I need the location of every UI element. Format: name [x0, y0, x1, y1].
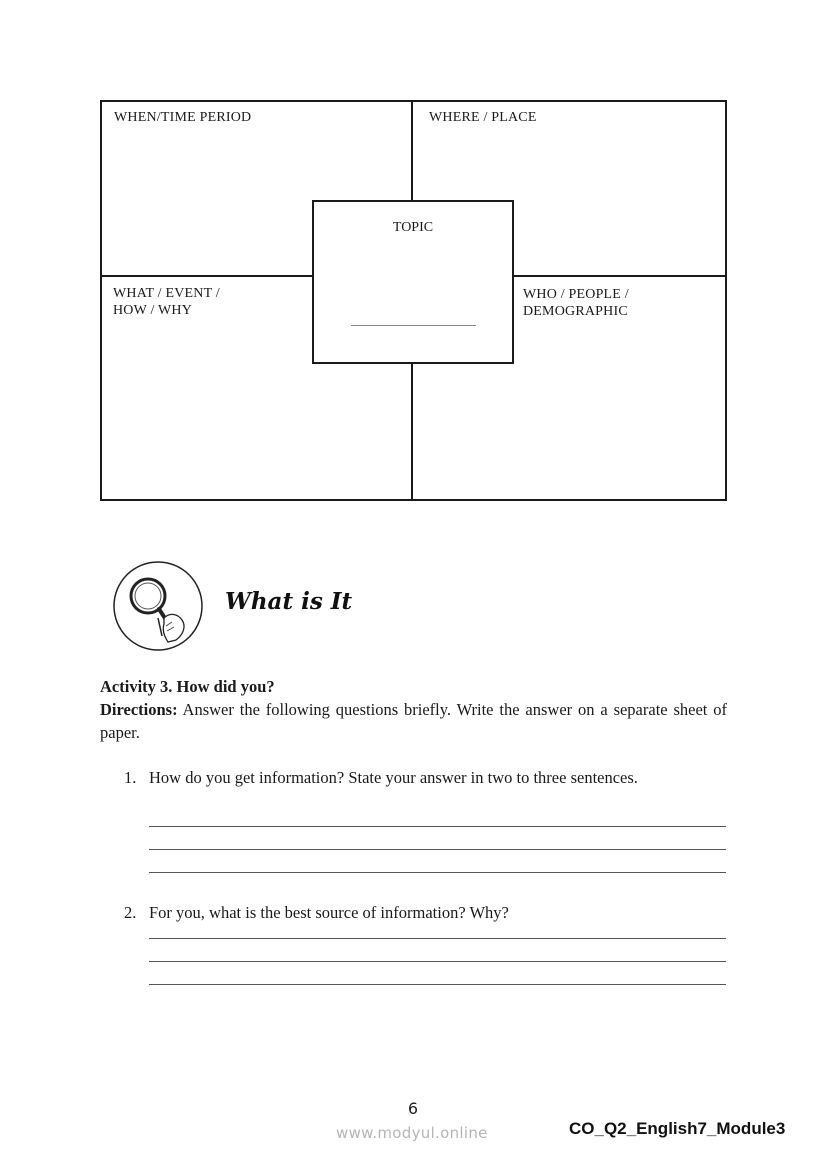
- answer-line[interactable]: [149, 984, 726, 985]
- question-1-text: How do you get information? State your answer in two to three sentences.: [149, 768, 638, 787]
- where-cell-label: WHERE / PLACE: [429, 110, 537, 125]
- vertical-divider-bottom: [411, 362, 413, 501]
- directions-label: Directions:: [100, 700, 178, 719]
- question-2: [124, 901, 727, 924]
- answer-line[interactable]: [149, 961, 726, 962]
- topic-blank-line[interactable]: [351, 325, 476, 326]
- module-code: CO_Q2_English7_Module3: [569, 1119, 786, 1138]
- who-cell-label-line2: DEMOGRAPHIC: [523, 304, 628, 319]
- who-cell-label-line1: WHO / PEOPLE /: [523, 287, 629, 302]
- watermark: www.modyul.online: [336, 1124, 488, 1142]
- topic-box: [312, 200, 514, 364]
- answer-line[interactable]: [149, 938, 726, 939]
- organizer-border-right: [725, 100, 727, 501]
- topic-label: TOPIC: [392, 220, 434, 235]
- when-cell-label: WHEN/TIME PERIOD: [114, 110, 252, 125]
- what-cell-label: [113, 285, 220, 319]
- what-cell-label-line2: HOW / WHY: [113, 303, 193, 318]
- page-number: 6: [407, 1099, 419, 1118]
- organizer-border-bottom: [100, 499, 727, 501]
- answer-line[interactable]: [149, 872, 726, 873]
- horizontal-divider-left: [100, 275, 312, 277]
- organizer-border-top: [100, 100, 727, 102]
- directions-text: Answer the following questions briefly. Write the answer on a separate sheet of paper.: [100, 700, 727, 742]
- horizontal-divider-right: [512, 275, 727, 277]
- question-1: [124, 766, 727, 789]
- directions: [100, 698, 727, 744]
- question-2-text: For you, what is the best source of information? Why?: [149, 903, 509, 922]
- section-title: What is It: [225, 588, 353, 615]
- answer-line[interactable]: [149, 826, 726, 827]
- organizer-border-left: [100, 100, 102, 501]
- vertical-divider-top: [411, 100, 413, 200]
- magnifying-glass-icon: [112, 560, 204, 652]
- question-1-number: 1.: [124, 768, 137, 787]
- activity-title: Activity 3. How did you?: [100, 677, 275, 696]
- who-cell-label: [523, 286, 629, 320]
- what-cell-label-line1: WHAT / EVENT /: [113, 286, 220, 301]
- question-2-number: 2.: [124, 903, 137, 922]
- answer-line[interactable]: [149, 849, 726, 850]
